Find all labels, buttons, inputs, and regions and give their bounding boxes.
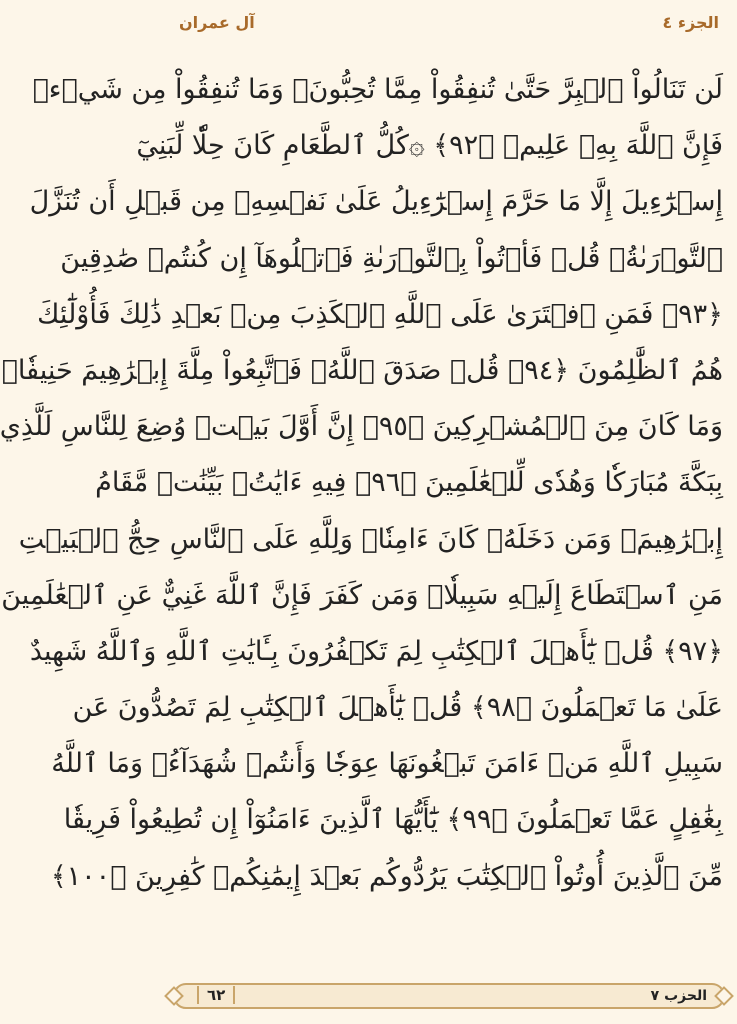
verse-line: مِّنَ ٱلَّذِينَ أُوتُواْ ٱلۡكِتَٰبَ يَرُدُّوكُم بَعۡدَ إِيمَٰنِكُمۡ كَٰفِرِينَ ﴿١٠٠﴾ (50, 860, 723, 892)
surah-name: آل عمران (179, 12, 255, 32)
hizb-label: الحزب ٧ (650, 988, 707, 1004)
verses-block (0, 62, 723, 962)
page-footer (173, 980, 725, 1012)
verse-line: ﴿٩٣﴾ فَمَنِ ٱفۡتَرَىٰ عَلَى ٱللَّهِ ٱلۡكَذِبَ مِنۢ بَعۡدِ ذَٰلِكَ فَأُوْلَٰٓئِكَ (37, 298, 723, 330)
verse-line: بِبَكَّةَ مُبَارَكٗا وَهُدٗى لِّلۡعَٰلَمِينَ ﴿٩٦﴾ فِيهِ ءَايَٰتُۢ بَيِّنَٰتٞ مَّقَامُ (95, 467, 723, 499)
verse-line: وَمَا كَانَ مِنَ ٱلۡمُشۡرِكِينَ ﴿٩٥﴾ إِنَّ أَوَّلَ بَيۡتٖ وُضِعَ لِلنَّاسِ لَلَّذِي (0, 411, 723, 443)
footer-bar (173, 983, 725, 1009)
verse-line: سَبِيلِ ٱللَّهِ مَنۡ ءَامَنَ تَبۡغُونَهَا عِوَجٗا وَأَنتُمۡ شُهَدَآءُۗ وَمَا ٱللَّهُ (51, 748, 723, 780)
verse-line: هُمُ ٱلظَّٰلِمُونَ ﴿٩٤﴾ قُلۡ صَدَقَ ٱللَّهُۗ فَٱتَّبِعُواْ مِلَّةَ إِبۡرَٰهِيمَ حَنِيفٗاۖ (1, 354, 723, 386)
page-header (161, 0, 737, 44)
verse-line: مَنِ ٱسۡتَطَاعَ إِلَيۡهِ سَبِيلٗاۚ وَمَن كَفَرَ فَإِنَّ ٱللَّهَ غَنِيٌّ عَنِ ٱلۡعَٰلَمِينَ (1, 579, 723, 611)
juz-label: الجزء ٤ (662, 12, 719, 32)
verse-line: فَإِنَّ ٱللَّهَ بِهِۦ عَلِيمٞ ﴿٩٢﴾ ۞كُلُّ ٱلطَّعَامِ كَانَ حِلّٗا لِّبَنِيٓ (136, 130, 723, 162)
verse-line: ﴿٩٧﴾ قُلۡ يَٰٓأَهۡلَ ٱلۡكِتَٰبِ لِمَ تَكۡفُرُونَ بِـَٔايَٰتِ ٱللَّهِ وَٱللَّهُ شَهِيدٌ (29, 635, 723, 667)
verse-line: لَن تَنَالُواْ ٱلۡبِرَّ حَتَّىٰ تُنفِقُواْ مِمَّا تُحِبُّونَۚ وَمَا تُنفِقُواْ مِن شَيۡءٖ (32, 74, 723, 105)
verse-line: إِبۡرَٰهِيمَۖ وَمَن دَخَلَهُۥ كَانَ ءَامِنٗاۗ وَلِلَّهِ عَلَى ٱلنَّاسِ حِجُّ ٱلۡبَيۡتِ (18, 523, 723, 555)
verse-line: ٱلتَّوۡرَىٰةُۚ قُلۡ فَأۡتُواْ بِٱلتَّوۡرَىٰةِ فَٱتۡلُوهَآ إِن كُنتُمۡ صَٰدِقِينَ (60, 242, 723, 274)
verse-line: إِسۡرَٰٓءِيلَ إِلَّا مَا حَرَّمَ إِسۡرَٰٓءِيلُ عَلَىٰ نَفۡسِهِۦ مِن قَبۡلِ أَن تُنَزَّلَ (29, 186, 723, 218)
verse-line: عَلَىٰ مَا تَعۡمَلُونَ ﴿٩٨﴾ قُلۡ يَٰٓأَهۡلَ ٱلۡكِتَٰبِ لِمَ تَصُدُّونَ عَن (72, 692, 723, 724)
page-number: ٦٢ (197, 986, 235, 1004)
verse-line: بِغَٰفِلٍ عَمَّا تَعۡمَلُونَ ﴿٩٩﴾ يَٰٓأَيُّهَا ٱلَّذِينَ ءَامَنُوٓاْ إِن تُطِيعُواْ فَرِيقٗا (63, 804, 723, 836)
